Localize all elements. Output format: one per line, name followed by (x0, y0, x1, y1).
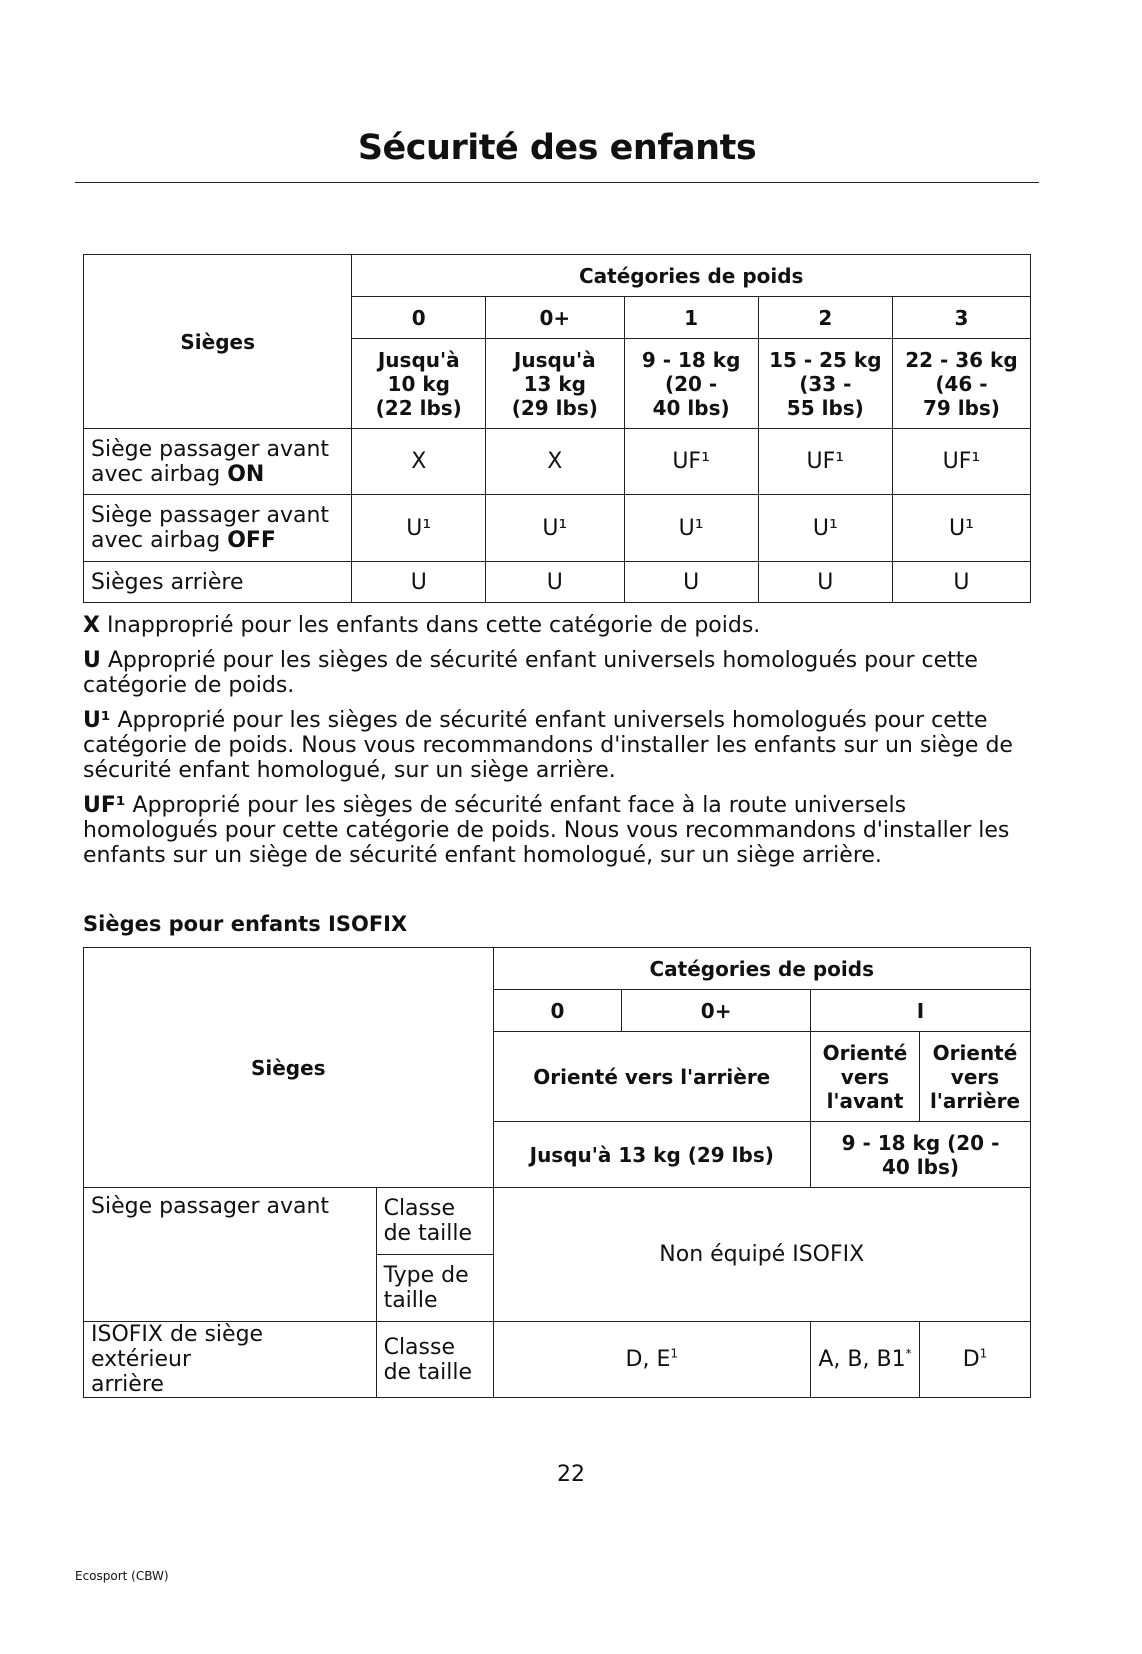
page-title: Sécurité des enfants (357, 128, 757, 168)
table-cell: U¹ (758, 495, 892, 562)
row-label-airbag-off: Siège passager avant avec airbag OFF (84, 495, 352, 562)
range-up-to-13kg: Jusqu'à 13 kg (29 lbs) (493, 1122, 811, 1188)
legend-u1: U¹ Approprié pour les sièges de sécurité enfant universels homologués pour cette catégorie de poids. Nous vous recommandons d'installer les enfants sur un siège de sécurité enfant homologué, sur un siège arrière. (83, 708, 1013, 783)
range-group-2: 15 - 25 kg (33 - 55 lbs) (758, 339, 892, 429)
range-group-0plus: Jusqu'à 13 kg (29 lbs) (486, 339, 624, 429)
table-row (84, 562, 1031, 603)
table-cell: U¹ (624, 495, 758, 562)
seats-header: Sièges (84, 255, 352, 429)
size-type-label: Type de taille (376, 1255, 493, 1322)
footer-model: Ecosport (CBW) (75, 1569, 169, 1583)
front-passenger-seat-label: Siège passager avant (84, 1188, 377, 1322)
range-9-18kg: 9 - 18 kg (20 - 40 lbs) (811, 1122, 1031, 1188)
rear-facing-header: Orienté vers l'arrière (493, 1032, 811, 1122)
table-cell: U (758, 562, 892, 603)
rear-outer-seat-label: ISOFIX de siège extérieur arrière (84, 1322, 377, 1398)
isofix-weight-header: Catégories de poids (493, 948, 1031, 990)
size-class-label: Classe de taille (376, 1188, 493, 1255)
table-cell: U (486, 562, 624, 603)
table-cell: X (352, 429, 486, 495)
rear-size-class-label: Classe de taille (376, 1322, 493, 1398)
range-group-1: 9 - 18 kg (20 - 40 lbs) (624, 339, 758, 429)
group-3-header: 3 (892, 297, 1030, 339)
table-cell: U (892, 562, 1030, 603)
table-cell: U¹ (892, 495, 1030, 562)
table-cell: X (486, 429, 624, 495)
isofix-heading: Sièges pour enfants ISOFIX (83, 912, 408, 936)
page-number: 22 (557, 1462, 585, 1487)
value-a-b-b1: A, B, B1* (811, 1322, 920, 1398)
group-0plus-header: 0+ (486, 297, 624, 339)
table-row (84, 1188, 1031, 1255)
value-d: $D^1$ (919, 1322, 1030, 1398)
forward-facing-header: Orienté vers l'avant (811, 1032, 920, 1122)
table-row (84, 429, 1031, 495)
legend-u: U Approprié pour les sièges de sécurité enfant universels homologués pour cette catégorie de poids. (83, 648, 978, 698)
isofix-group-0: 0 (493, 990, 622, 1032)
isofix-table (83, 947, 1031, 1398)
group-2-header: 2 (758, 297, 892, 339)
rear-facing-header-1: Orienté vers l'arrière (919, 1032, 1030, 1122)
not-equipped-isofix: Non équipé ISOFIX (493, 1188, 1031, 1322)
group-0-header: 0 (352, 297, 486, 339)
table-cell: U (352, 562, 486, 603)
range-group-3: 22 - 36 kg (46 - 79 lbs) (892, 339, 1030, 429)
isofix-group-0plus: 0+ (622, 990, 811, 1032)
table-cell: UF¹ (624, 429, 758, 495)
legend-x: X Inapproprié pour les enfants dans cette catégorie de poids. (83, 613, 761, 638)
weight-category-table (83, 254, 1031, 603)
isofix-seats-header: Sièges (84, 948, 494, 1188)
table-cell: U¹ (486, 495, 624, 562)
row-label-airbag-on: Siège passager avant avec airbag ON (84, 429, 352, 495)
isofix-group-1: I (811, 990, 1031, 1032)
title-divider (75, 182, 1039, 183)
group-1-header: 1 (624, 297, 758, 339)
weight-categories-header: Catégories de poids (352, 255, 1031, 297)
table-row (84, 495, 1031, 562)
row-label-rear-seats: Sièges arrière (84, 562, 352, 603)
table-cell: UF¹ (892, 429, 1030, 495)
legend-uf1: UF¹ Approprié pour les sièges de sécurité enfant face à la route universels homologués pour cette catégorie de poids. Nous vous recommandons d'installer les enfants sur un siège de sécurité enfant homologué, sur un siège arrière. (83, 793, 1010, 868)
table-row (84, 1322, 1031, 1398)
value-d-e: D, $E^1$ (493, 1322, 811, 1398)
range-group-0: Jusqu'à 10 kg (22 lbs) (352, 339, 486, 429)
table-cell: UF¹ (758, 429, 892, 495)
table-cell: U¹ (352, 495, 486, 562)
table-cell: U (624, 562, 758, 603)
